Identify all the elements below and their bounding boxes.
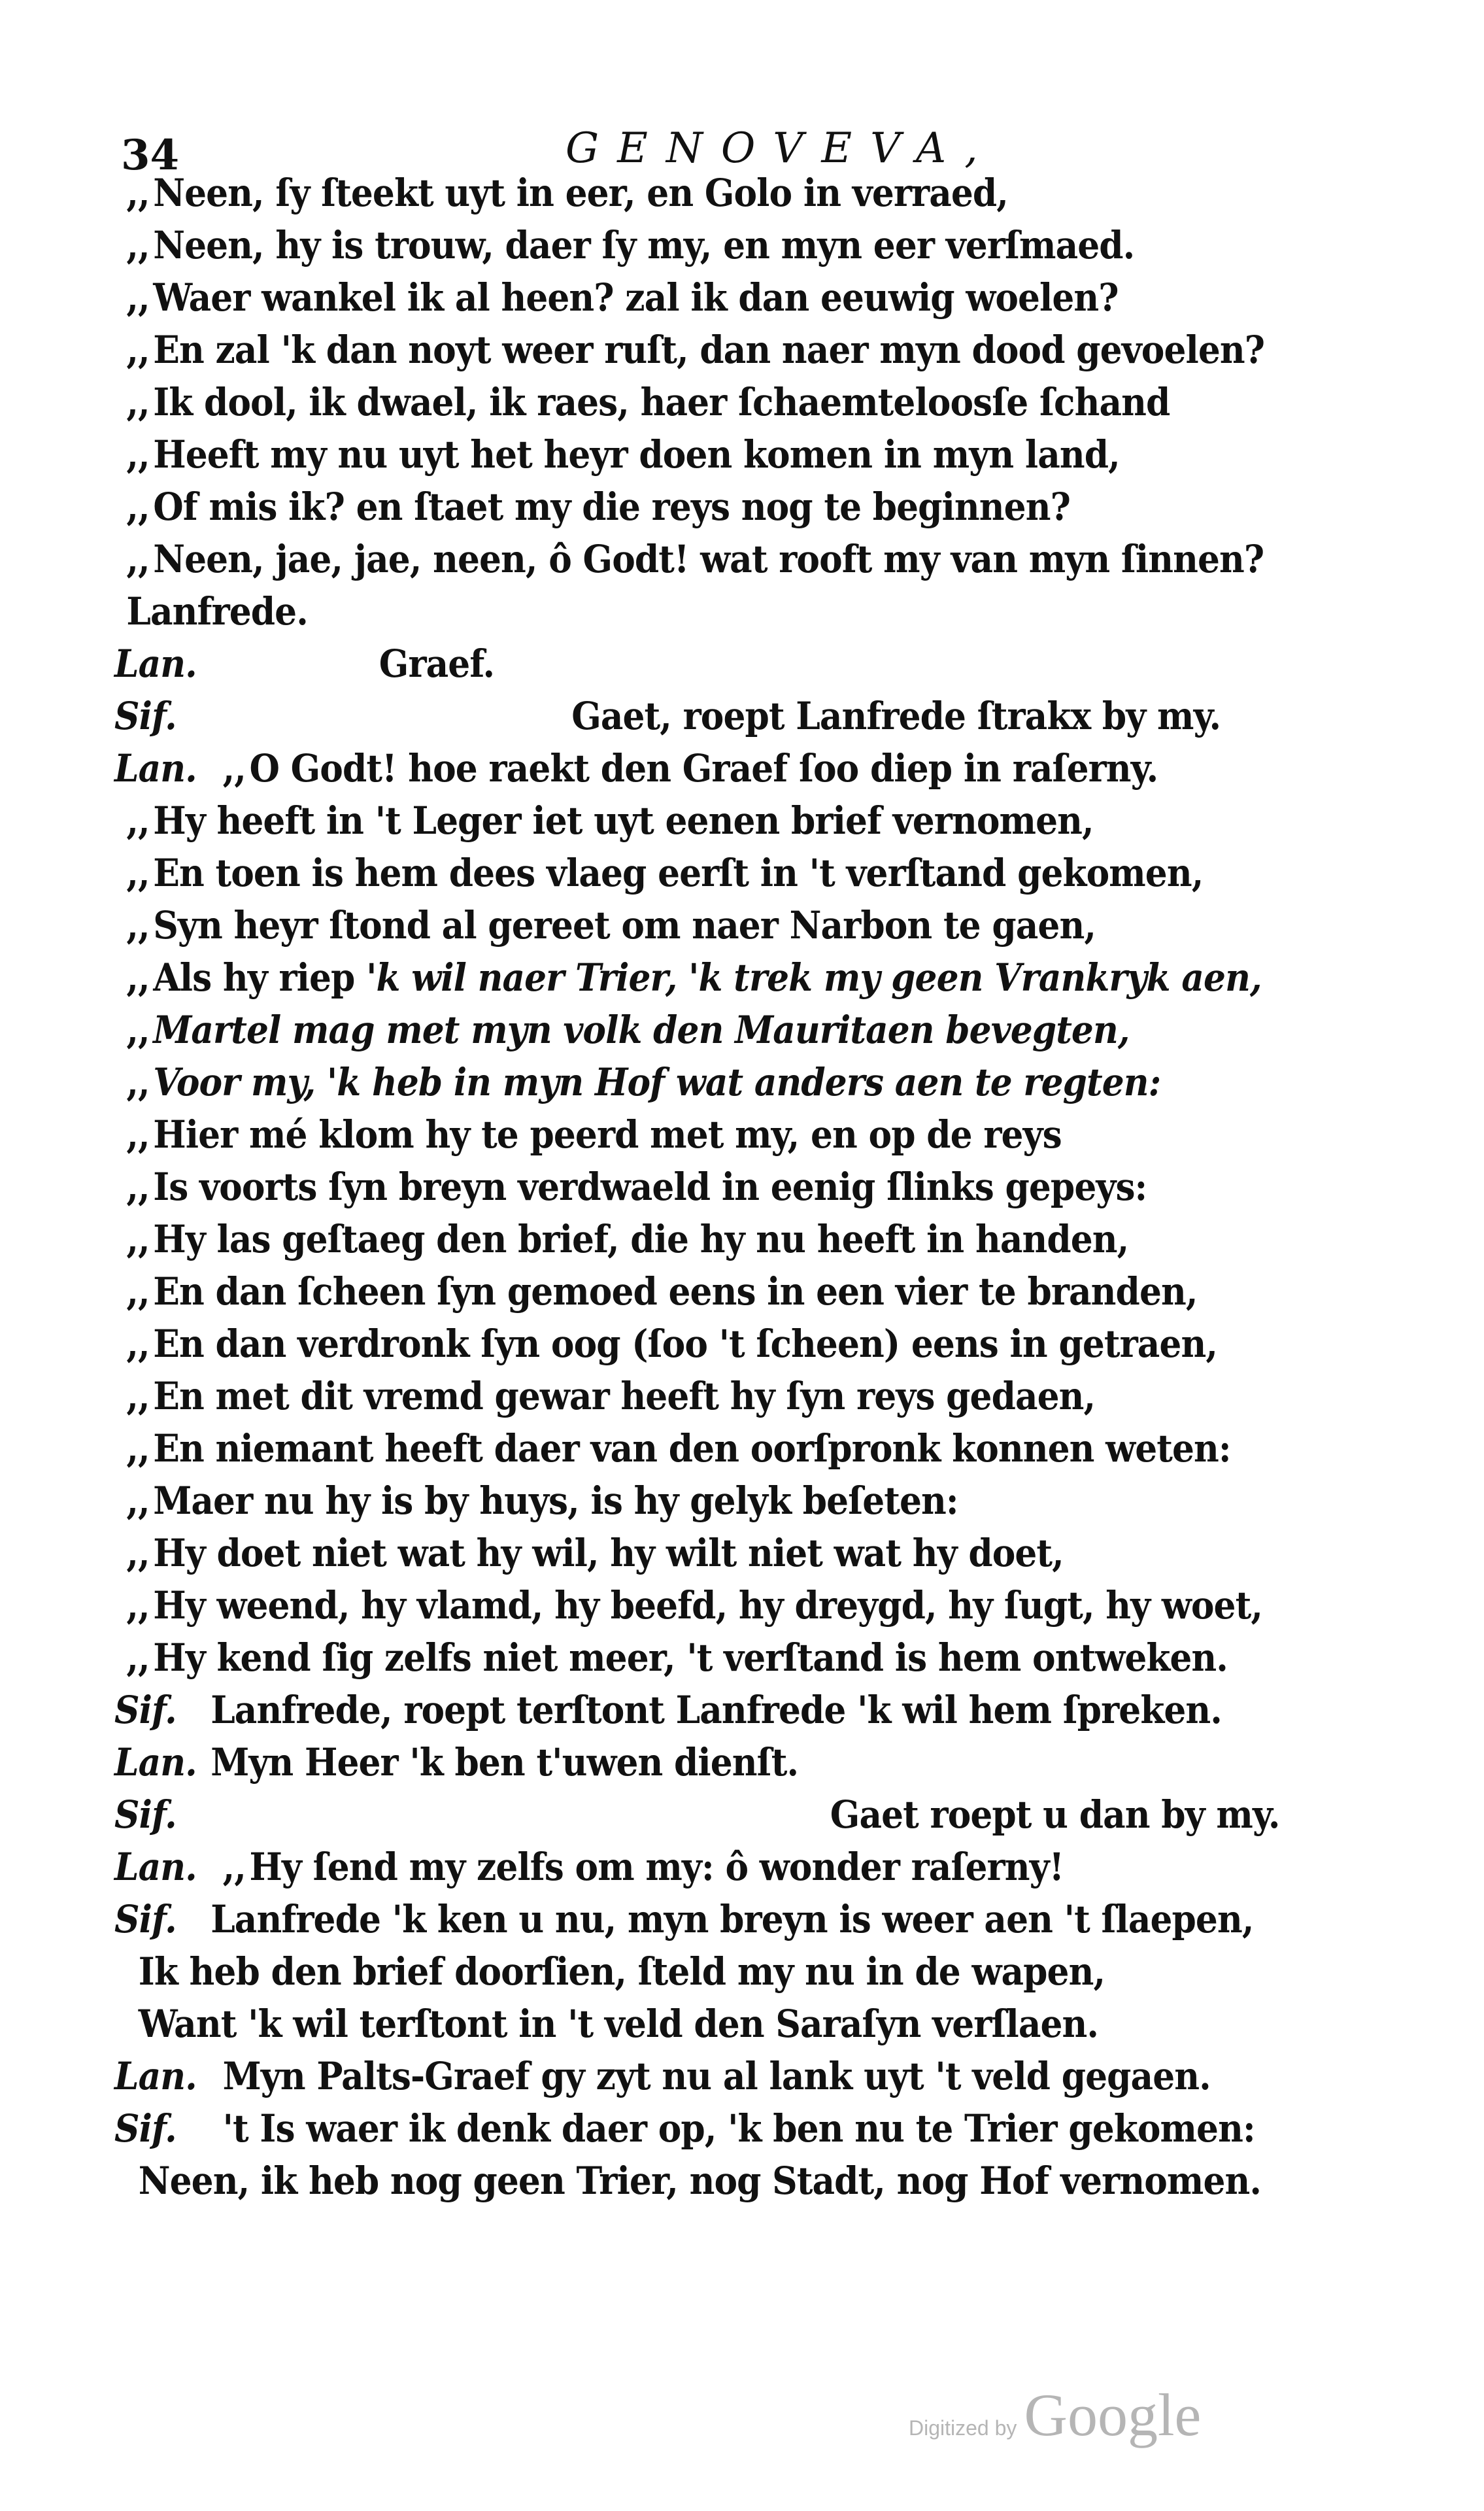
line-text: En zal 'k dan noyt weer ruſt, dan naer myn dood gevoelen? [153,328,1265,372]
line-body [211,1893,1253,1945]
line-text: Neen, ſy ſteekt uyt in eer, en Golo in verraed, [153,171,1008,215]
line-body [139,2159,1261,2203]
line-text: Hy doet niet wat hy wil, hy wilt niet wat hy doet, [153,1531,1064,1575]
line-body [114,1583,1262,1628]
verse-line [114,1475,1287,1527]
quote-mark: ,, [126,171,150,215]
line-text: En toen is hem dees vlaeg eerſt in 't verſtand gekomen, [153,851,1204,895]
verse-line [114,1631,1287,1684]
verse-line [114,951,1287,1004]
quote-mark: ,, [126,1008,150,1052]
verse-line [114,1056,1287,1108]
verse-line [114,219,1287,271]
quote-mark: ,, [126,955,150,1000]
verse-line [114,1945,1287,1998]
line-body [114,1635,1228,1680]
quote-mark: ,, [126,1112,150,1157]
line-text: Heeft my nu uyt het heyr doen komen in myn land, [153,432,1120,477]
line-body [114,223,1134,267]
line-text: Hier mé klom hy te peerd met my, en op de reys [153,1112,1062,1157]
quote-mark: ,, [126,1060,150,1104]
line-text: Hy ſend my zelfs om my: ô wonder raſerny! [249,1845,1064,1889]
line-text: Myn Heer 'k ben t'uwen dienſt. [211,1740,799,1785]
quote-mark: ,, [222,746,246,791]
verse-line [114,1265,1287,1318]
line-body [114,1060,1160,1104]
line-body [379,638,494,690]
line-text: Is voorts ſyn breyn verdwaeld in eenig ſlinks gepeys: [153,1165,1147,1209]
dialogue-line: Sif. Lanfrede, roept terſtont Lanfrede 'k wil hem ſpreken. [114,1684,1287,1736]
verse-line [114,1161,1287,1213]
quote-mark: ,, [126,903,150,948]
quote-mark: ,, [126,223,150,267]
line-body [114,1269,1198,1314]
dialogue-line: Sif. 't Is waer ik denk daer op, 'k ben nu te Trier gekomen: [114,2102,1287,2155]
line-text: Ik dool, ik dwael, ik raes, haer ſchaemteloosſe ſchand [153,380,1170,424]
dialogue-line: Sif. Gaet roept u dan by my. [114,1788,1287,1841]
line-body [223,2102,1255,2155]
line-text: Lanfrede 'k ken u nu, myn breyn is weer aen 't ſlaepen, [211,1897,1254,1941]
line-text: Of mis ik? en ſtaet my die reys nog te beginnen? [153,485,1070,529]
line-text: Waer wankel ik al heen? zal ik dan eeuwig woelen? [153,275,1119,320]
line-body [114,432,1120,477]
line-text: Neen, ik heb nog geen Trier, nog Stadt, nog Hof vernomen. [138,2159,1262,2203]
running-title: GENOVEVA, [565,124,996,173]
quote-mark: ,, [126,1583,150,1628]
dialogue-line: Lan. Myn Heer 'k ben t'uwen dienſt. [114,1736,1287,1788]
line-body [114,1531,1064,1575]
verse-line [114,1579,1287,1631]
line-text: O Godt! hoe raekt den Graef ſoo diep in raſerny. [249,746,1158,791]
page-number: 34 [121,131,180,180]
verse-line [114,847,1287,899]
line-text: Voor my, 'k heb in myn Hof wat anders aen te regten: [153,1060,1161,1104]
line-text: 't Is waer ik denk daer op, 'k ben nu te Trier gekomen: [222,2106,1255,2151]
line-text: Gaet, roept Lanfrede ſtrakx by my. [571,694,1221,738]
verse-line [114,533,1287,585]
line-body [114,1112,1062,1157]
line-text: Graef. [379,641,495,686]
verse-line [114,1213,1287,1265]
quote-mark: ,, [126,1217,150,1261]
line-text: Hy weend, hy vlamd, hy beefd, hy dreygd, hy ſugt, hy woet, [153,1583,1262,1628]
line-text: Martel mag met myn volk den Mauritaen bevegten, [153,1008,1130,1052]
quote-mark: ,, [126,798,150,843]
quote-mark: ,, [126,328,150,372]
verse-line [114,167,1287,219]
line-body [114,328,1264,372]
line-text-italic: 'k wil naer Trier, 'k trek my geen Vrankryk aen, [366,955,1262,1000]
dialogue-line: Lan. Myn Palts-Graef gy zyt nu al lank uyt 't veld gegaen. [114,2050,1287,2102]
line-body [114,851,1203,895]
line-body [830,1788,1280,1841]
line-text: Maer nu hy is by huys, is hy gelyk beſeten: [153,1478,958,1523]
line-text: Hy heeft in 't Leger iet uyt eenen brief vernomen, [153,798,1094,843]
quote-mark: ,, [126,380,150,424]
verse-line [114,1527,1287,1579]
quote-mark: ,, [126,1269,150,1314]
verse-line [114,1108,1287,1161]
line-body [114,380,1170,424]
verse-line [114,324,1287,376]
line-body [114,1322,1217,1366]
quote-mark: ,, [126,1426,150,1471]
verse-line [114,585,1287,638]
verse-line [114,1422,1287,1475]
line-body [223,1841,1064,1893]
quote-mark: ,, [126,485,150,529]
quote-mark: ,, [126,1531,150,1575]
line-body [114,171,1008,215]
digitized-watermark [909,2380,1201,2450]
quote-mark: ,, [222,1845,246,1889]
line-body [114,1374,1095,1418]
dialogue-line: Sif. Lanfrede 'k ken u nu, myn breyn is weer aen 't ſlaepen, [114,1893,1287,1945]
line-text: Syn heyr ſtond al gereet om naer Narbon te gaen, [153,903,1096,948]
line-text: Ik heb den brief doorſien, ſteld my nu in de wapen, [138,1949,1105,1994]
line-text: Neen, hy is trouw, daer ſy my, en myn eer verſmaed. [153,223,1135,267]
verse-line [114,899,1287,951]
line-body [211,1736,798,1788]
line-body [114,1008,1130,1052]
verse-line [114,376,1287,428]
line-text: Neen, jae, jae, neen, ô Godt! wat rooft my van myn ſinnen? [153,537,1264,581]
line-body [114,537,1264,581]
line-text: Lanfrede. [126,589,308,634]
google-logo: Google [1024,2382,1202,2448]
line-body [114,1217,1128,1261]
line-text: En niemant heeft daer van den oorſpronk konnen weten: [153,1426,1231,1471]
quote-mark: ,, [126,1635,150,1680]
line-text: Want 'k wil terſtont in 't veld den Saraſyn verſlaen. [138,2002,1099,2046]
verse-line [114,1998,1287,2050]
dialogue-line: Lan. Graef. [114,638,1287,690]
line-body [114,955,1262,1000]
verse-line [114,481,1287,533]
line-body [114,1426,1231,1471]
quote-mark: ,, [126,432,150,477]
dialogue-line: Lan. ,,O Godt! hoe raekt den Graef ſoo diep in raſerny. [114,742,1287,794]
line-text: Lanfrede, roept terſtont Lanfrede 'k wil hem ſpreken. [211,1688,1222,1732]
line-text: En dan verdronk ſyn oog (ſoo 't ſcheen) eens in getraen, [153,1322,1218,1366]
line-body [114,903,1096,948]
verse-line [114,1370,1287,1422]
verse-line [114,2155,1287,2207]
line-text: Myn Palts-Graef gy zyt nu al lank uyt 't veld gegaen. [222,2054,1211,2098]
line-body [139,2002,1098,2046]
quote-mark: ,, [126,1165,150,1209]
line-body [114,1165,1147,1209]
verse-lines [114,167,1389,2207]
verse-line [114,428,1287,481]
quote-mark: ,, [126,851,150,895]
dialogue-line: Lan. ,,Hy ſend my zelfs om my: ô wonder raſerny! [114,1841,1287,1893]
verse-line [114,271,1287,324]
line-body [114,485,1070,529]
line-body [211,1684,1222,1736]
dialogue-line: Sif. Gaet, roept Lanfrede ſtrakx by my. [114,690,1287,742]
line-body [223,2050,1211,2102]
line-body [114,275,1119,320]
verse-line [114,794,1287,847]
line-body [114,798,1094,843]
line-text: Hy kend ſig zelfs niet meer, 't verſtand is hem ontweken. [153,1635,1228,1680]
line-body [139,1949,1105,1994]
watermark-prefix: Digitized by [909,2416,1017,2440]
quote-mark: ,, [126,1322,150,1366]
line-text: En dan ſcheen ſyn gemoed eens in een vier te branden, [153,1269,1198,1314]
line-body [223,742,1158,794]
verse-line [114,1318,1287,1370]
quote-mark: ,, [126,275,150,320]
line-body [114,589,308,634]
line-text: Als hy riep [153,955,367,1000]
verse-line [114,1004,1287,1056]
line-text: Hy las geſtaeg den brief, die hy nu heeft in handen, [153,1217,1129,1261]
quote-mark: ,, [126,1374,150,1418]
line-text: Gaet roept u dan by my. [830,1792,1280,1837]
line-body [571,690,1221,742]
quote-mark: ,, [126,1478,150,1523]
quote-mark: ,, [126,537,150,581]
line-body [114,1478,958,1523]
line-text: En met dit vremd gewar heeft hy ſyn reys gedaen, [153,1374,1096,1418]
